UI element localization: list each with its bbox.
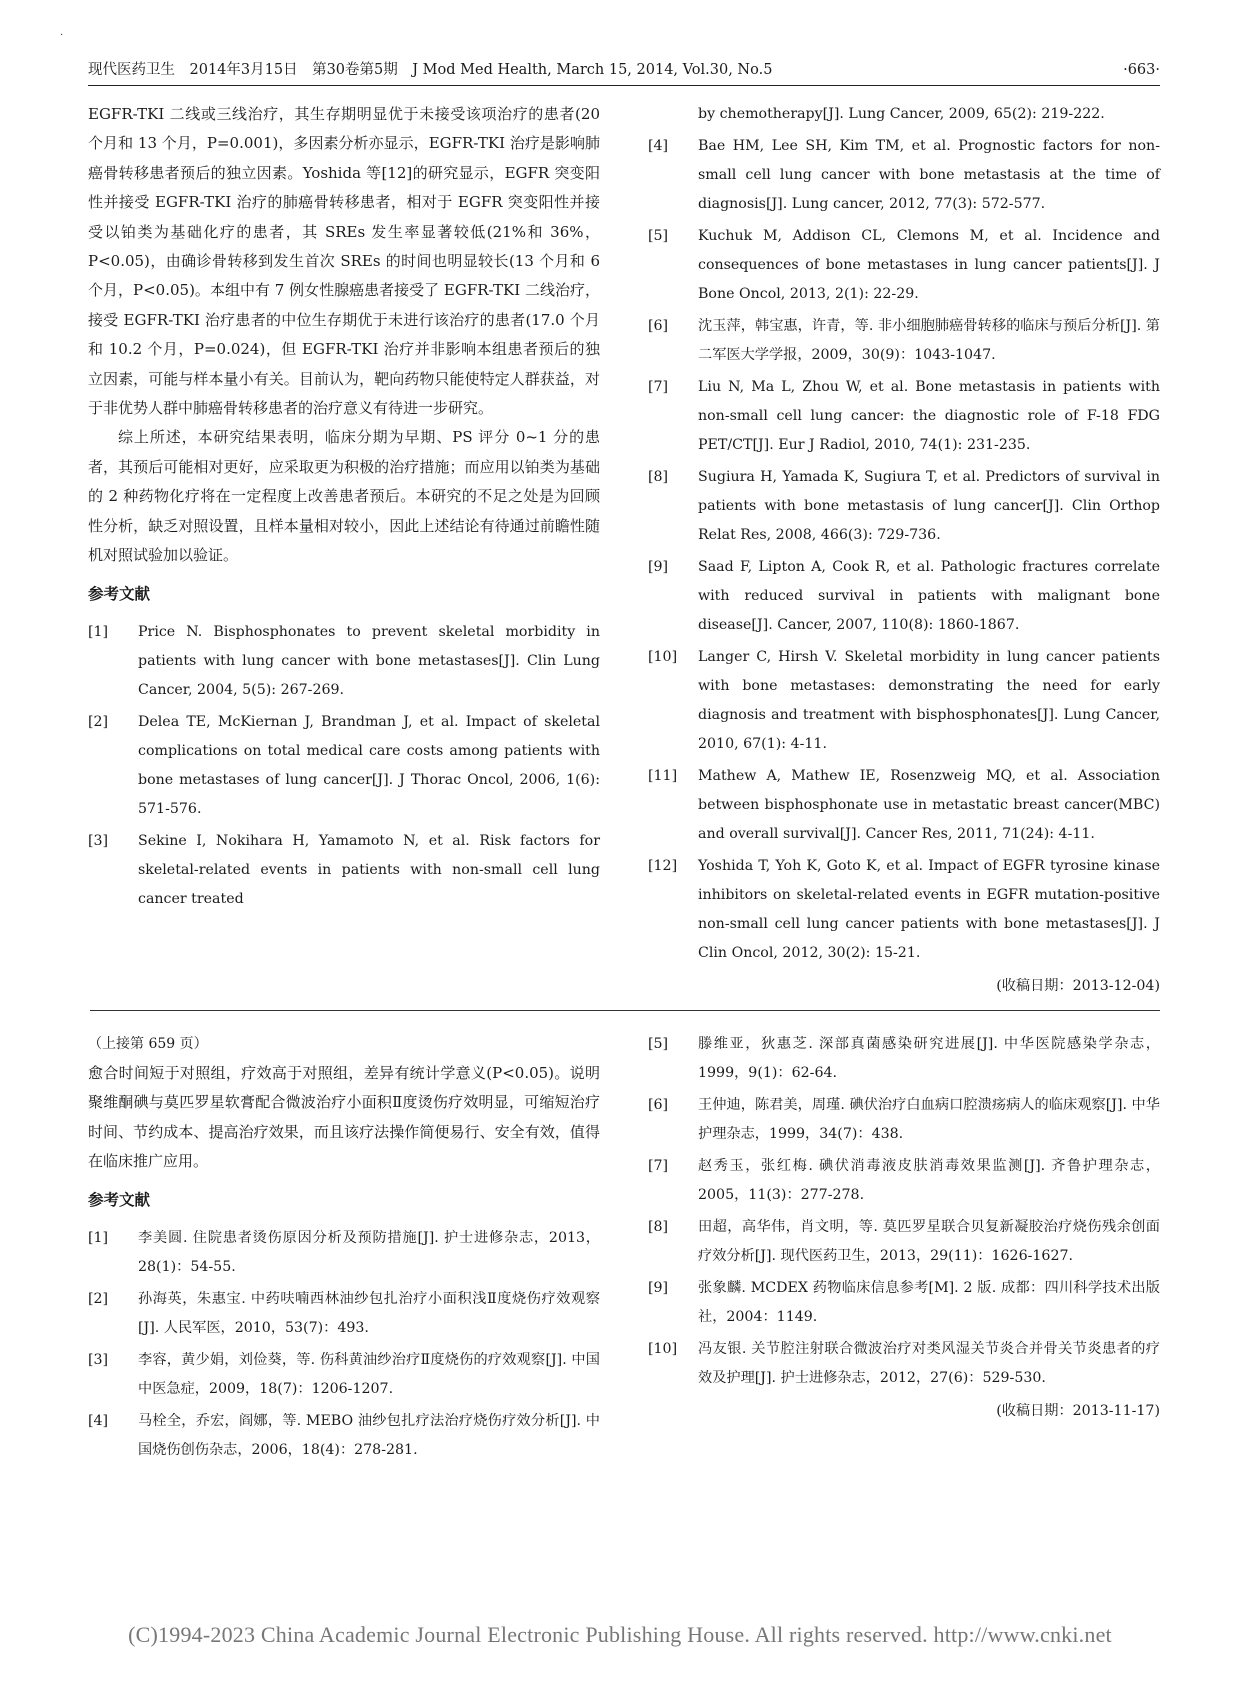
reference-text: Bae HM, Lee SH, Kim TM, et al. Prognostic factors for non-small cell lung cancer with bone metastasis at the time of diagnosis[J]. Lung cancer, 2012, 77(3): 572-577. (698, 138, 1160, 212)
reference-item (88, 1285, 600, 1343)
reference-item (648, 1030, 1160, 1088)
reference-text: 孙海英，朱惠宝. 中药呋喃西林油纱包扎治疗小面积浅Ⅱ度烧伤疗效观察[J]. 人民军医，2010，53(7)：493. (138, 1290, 600, 1336)
reference-text: 王仲迪，陈君美，周瑾. 碘伏治疗白血病口腔溃疡病人的临床观察[J]. 中华护理杂志，1999，34(7)：438. (698, 1097, 1160, 1142)
reference-list (88, 1224, 600, 1465)
header-rule (88, 85, 1160, 86)
reference-item (648, 222, 1160, 309)
reference-item (648, 762, 1160, 849)
header-citation: 现代医药卫生 2014年3月15日 第30卷第5期 J Mod Med Health, March 15, 2014, Vol.30, No.5 (88, 62, 773, 78)
reference-item (648, 132, 1160, 219)
running-header (88, 58, 1160, 82)
reference-number: [12] (648, 858, 678, 874)
reference-item (648, 553, 1160, 640)
reference-number: [7] (648, 1158, 669, 1174)
reference-text: Sekine I, Nokihara H, Yamamoto N, et al. Risk factors for skeletal-related events in patients with non-small cell lung cancer treated (138, 832, 600, 907)
reference-text: 赵秀玉，张红梅. 碘伏消毒液皮肤消毒效果监测[J]. 齐鲁护理杂志，2005，11(3)：277-278. (698, 1158, 1160, 1203)
reference-text: 李容，黄少娟，刘俭葵，等. 伤科黄油纱治疗Ⅱ度烧伤的疗效观察[J]. 中国中医急症，2009，18(7)：1206-1207. (138, 1351, 600, 1397)
reference-number: [5] (648, 1036, 669, 1052)
reference-number: [9] (648, 1280, 669, 1296)
reference-text: 马栓全，乔宏，阎娜，等. MEBO 油纱包扎疗法治疗烧伤疗效分析[J]. 中国烧伤创伤杂志，2006，18(4)：278-281. (138, 1412, 600, 1458)
reference-text: Kuchuk M, Addison CL, Clemons M, et al. Incidence and consequences of bone metastases in lung cancer patients[J]. J Bone Oncol, 2013, 2(1): 22-29. (698, 228, 1160, 302)
reference-item (88, 1224, 600, 1282)
reference-number: [6] (648, 318, 669, 334)
reference-text: 李美圆. 住院患者烫伤原因分析及预防措施[J]. 护士进修杂志，2013，28(1)：54-55. (138, 1229, 600, 1275)
reference-number: [5] (648, 228, 669, 244)
reference-number: [4] (88, 1412, 109, 1429)
reference-text: Mathew A, Mathew IE, Rosenzweig MQ, et al. Association between bisphosphonate use in metastatic breast cancer(MBC) and overall survival[J]. Cancer Res, 2011, 71(24): 4-11. (698, 768, 1160, 842)
reference-number: [11] (648, 768, 678, 784)
reference-item (88, 1407, 600, 1465)
upper-right-column (648, 100, 1160, 1001)
body-paragraph: EGFR-TKI 二线或三线治疗，其生存期明显优于未接受该项治疗的患者(20 个月和 13 个月，P=0.001)，多因素分析亦显示，EGFR-TKI 治疗是影响肺癌骨转移患者预后的独立因素。Yoshida 等[12]的研究显示，EGFR 突变阳性并接受 EGFR-TKI 治疗的肺癌骨转移患者，相对于 EGFR 突变阳性并接受以铂类为基础化疗的患者，其 SREs 发生率显著较低(21%和 36%，P<0.05)，由确诊骨转移到发生首次 SREs 的时间也明显较长(13 个月和 6 个月，P<0.05)。本组中有 7 例女性腺癌患者接受了 EGFR-TKI 二线治疗，接受 EGFR-TKI 治疗患者的中位生存期优于未进行该治疗的患者(17.0 个月和 10.2 个月，P=0.024)，但 EGFR-TKI 治疗并非影响本组患者预后的独立因素，可能与样本量小有关。目前认为，靶向药物只能使特定人群获益，对于非优势人群中肺癌骨转移患者的治疗意义有待进一步研究。 (88, 105, 600, 418)
reference-text: Delea TE, McKiernan J, Brandman J, et al. Impact of skeletal complications on total medical care costs among patients with bone metastases of lung cancer[J]. J Thorac Oncol, 2006, 1(6): 571-576. (138, 713, 600, 817)
reference-text: Liu N, Ma L, Zhou W, et al. Bone metastasis in patients with non-small cell lung cancer: the diagnostic role of F-18 FDG PET/CT[J]. Eur J Radiol, 2010, 74(1): 231-235. (698, 379, 1160, 453)
reference-number: [6] (648, 1097, 669, 1113)
reference-item (648, 1274, 1160, 1332)
reference-number: [9] (648, 559, 669, 575)
reference-text: Price N. Bisphosphonates to prevent skeletal morbidity in patients with lung cancer with bone metastases[J]. Clin Lung Cancer, 2004, 5(5): 267-269. (138, 623, 600, 698)
reference-number: [3] (88, 832, 109, 849)
reference-number: [3] (88, 1351, 109, 1368)
reference-text: 冯友银. 关节腔注射联合微波治疗对类风湿关节炎合并骨关节炎患者的疗效及护理[J]. 护士进修杂志，2012，27(6)：529-530. (698, 1341, 1160, 1386)
reference-item (88, 1346, 600, 1404)
lower-right-column (648, 1030, 1160, 1426)
reference-text: Langer C, Hirsh V. Skeletal morbidity in lung cancer patients with bone metastases: demonstrating the need for early diagnosis and treatment with bisphosphonates[J]. Lung Cancer, 2010, 67(1): 4-11. (698, 649, 1160, 752)
reference-continuation (648, 100, 1160, 129)
reference-item (648, 643, 1160, 759)
copyright-footer: (C)1994-2023 China Academic Journal Electronic Publishing House. All rights reserved. http://www.cnki.net (128, 1622, 1112, 1647)
reference-item (88, 708, 600, 824)
reference-text: 滕维亚，狄惠芝. 深部真菌感染研究进展[J]. 中华医院感染学杂志，1999，9(1)：62-64. (698, 1036, 1160, 1081)
body-paragraph: 愈合时间短于对照组，疗效高于对照组，差异有统计学意义(P<0.05)。说明聚维酮碘与莫匹罗星软膏配合微波治疗小面积Ⅱ度烫伤疗效明显，可缩短治疗时间、节约成本、提高治疗效果，而且该疗法操作简便易行、安全有效，值得在临床推广应用。 (88, 1064, 600, 1171)
reference-number: [4] (648, 138, 669, 154)
reference-item (88, 827, 600, 914)
reference-item (648, 1335, 1160, 1393)
reference-number: [2] (88, 713, 109, 730)
reference-list (648, 1030, 1160, 1393)
reference-number: [2] (88, 1290, 109, 1307)
reference-item (88, 618, 600, 705)
reference-text: 沈玉萍，韩宝惠，许青，等. 非小细胞肺癌骨转移的临床与预后分析[J]. 第二军医大学学报，2009，30(9)：1043-1047. (698, 318, 1160, 363)
reference-number: [8] (648, 1219, 669, 1235)
reference-number: [1] (88, 1229, 109, 1246)
page-number: ·663· (1123, 62, 1160, 78)
reference-item (648, 1091, 1160, 1149)
received-date: (收稿日期：2013-12-04) (996, 978, 1160, 994)
reference-item (648, 312, 1160, 370)
lower-left-column (88, 1030, 600, 1468)
reference-number: [10] (648, 649, 678, 665)
reference-text: 田超，高华伟，肖文明，等. 莫匹罗星联合贝复新凝胶治疗烧伤残余创面疗效分析[J]. 现代医药卫生，2013，29(11)：1626-1627. (698, 1219, 1160, 1264)
reference-item (648, 1152, 1160, 1210)
reference-text: Yoshida T, Yoh K, Goto K, et al. Impact of EGFR tyrosine kinase inhibitors on skeletal-related events in EGFR mutation-positive non-small cell lung cancer patients with bone metastases[J]. J Clin Oncol, 2012, 30(2): 15-21. (698, 858, 1160, 961)
continued-from-note: （上接第 659 页） (88, 1036, 208, 1052)
reference-number: [8] (648, 469, 669, 485)
reference-text: Sugiura H, Yamada K, Sugiura T, et al. Predictors of survival in patients with bone metastasis of lung cancer[J]. Clin Orthop Relat Res, 2008, 466(3): 729-736. (698, 469, 1160, 543)
reference-number: [1] (88, 623, 109, 640)
reference-text: Saad F, Lipton A, Cook R, et al. Pathologic fractures correlate with reduced survival in patients with malignant bone disease[J]. Cancer, 2007, 110(8): 1860-1867. (698, 559, 1160, 633)
reference-item (648, 1213, 1160, 1271)
reference-number: [7] (648, 379, 669, 395)
received-date: (收稿日期：2013-11-17) (996, 1403, 1160, 1419)
reference-text: 张象麟. MCDEX 药物临床信息参考[M]. 2 版. 成都：四川科学技术出版社，2004：1149. (698, 1280, 1160, 1325)
reference-list (88, 618, 600, 914)
reference-text: by chemotherapy[J]. Lung Cancer, 2009, 65(2): 219-222. (698, 106, 1105, 122)
references-heading: 参考文献 (88, 583, 151, 603)
upper-left-column (88, 100, 600, 917)
reference-number: [10] (648, 1341, 678, 1357)
body-paragraph: 综上所述，本研究结果表明，临床分期为早期、PS 评分 0~1 分的患者，其预后可能相对更好，应采取更为积极的治疗措施；而应用以铂类为基础的 2 种药物化疗将在一定程度上改善患者预后。本研究的不足之处是为回顾性分析，缺乏对照设置，且样本量相对较小，因此上述结论有待通过前瞻性随机对照试验加以验证。 (88, 428, 600, 565)
reference-item (648, 373, 1160, 460)
reference-item (648, 463, 1160, 550)
section-divider (90, 1010, 1160, 1011)
reference-item (648, 852, 1160, 968)
scan-mark: · (60, 30, 64, 41)
reference-list (648, 132, 1160, 968)
references-heading: 参考文献 (88, 1189, 151, 1209)
